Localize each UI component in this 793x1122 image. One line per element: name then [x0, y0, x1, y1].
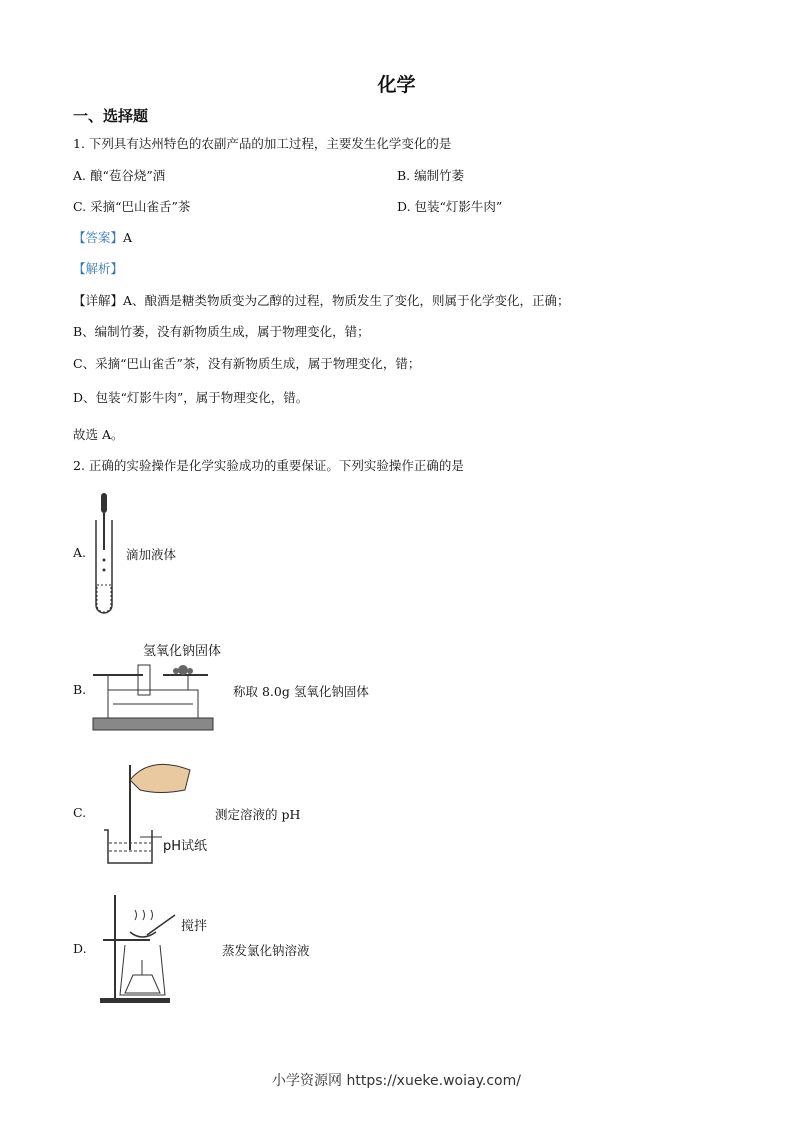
q2-option-d-letter: D.: [73, 941, 87, 956]
section-heading: 一、选择题: [73, 107, 149, 125]
dropper-test-tube-figure: [92, 490, 122, 615]
q2-option-a-text: 滴加液体: [126, 547, 177, 562]
footer-watermark: 小学资源网 https://xueke.woiay.com/: [272, 1073, 521, 1089]
figure-label-ph-paper: pH试纸: [163, 839, 208, 854]
q1-option-d: D. 包装“灯影牛肉”: [397, 199, 503, 214]
q2-option-c-letter: C.: [73, 805, 87, 820]
conclusion: 故选 A。: [73, 427, 124, 442]
detail-line: B、编制竹萎，没有新物质生成，属于物理变化，错；: [73, 324, 370, 339]
q2-option-a-letter: A.: [73, 545, 87, 560]
analysis-tag: 【解析】: [73, 261, 124, 276]
answer-tag: 【答案】: [73, 230, 124, 245]
q2-option-c-text: 测定溶液的 pH: [215, 807, 301, 822]
q1-option-c: C. 采摘“巴山雀舌”茶: [73, 199, 191, 214]
q1-answer: [73, 228, 132, 246]
evaporation-figure: [95, 890, 185, 1005]
page-title: 化学: [377, 74, 416, 96]
q2-option-b-text: 称取 8.0g 氢氧化钠固体: [233, 684, 369, 699]
q2-stem: 2. 正确的实验操作是化学实验成功的重要保证。下列实验操作正确的是: [73, 458, 464, 473]
detail-line: 【详解】A、酿酒是糖类物质变为乙醇的过程，物质发生了变化，则属于化学变化，正确；: [73, 293, 570, 308]
figure-label-stir: 搅拌: [181, 919, 208, 934]
answer-value: A: [123, 230, 133, 245]
figure-label-naoh: 氢氧化钠固体: [143, 644, 222, 659]
detail-line: C、采摘“巴山雀舌”茶，没有新物质生成，属于物理变化，错；: [73, 356, 421, 371]
q1-stem: 1. 下列具有达州特色的农副产品的加工过程，主要发生化学变化的是: [73, 136, 452, 151]
q1-option-b: B. 编制竹萎: [397, 168, 465, 183]
detail-line: D、包装“灯影牛肉”，属于物理变化，错。: [73, 390, 309, 405]
q1-option-a: A. 酿“苞谷烧”酒: [73, 168, 166, 183]
q2-option-d-text: 蒸发氯化钠溶液: [222, 943, 310, 958]
q2-option-b-letter: B.: [73, 682, 87, 697]
